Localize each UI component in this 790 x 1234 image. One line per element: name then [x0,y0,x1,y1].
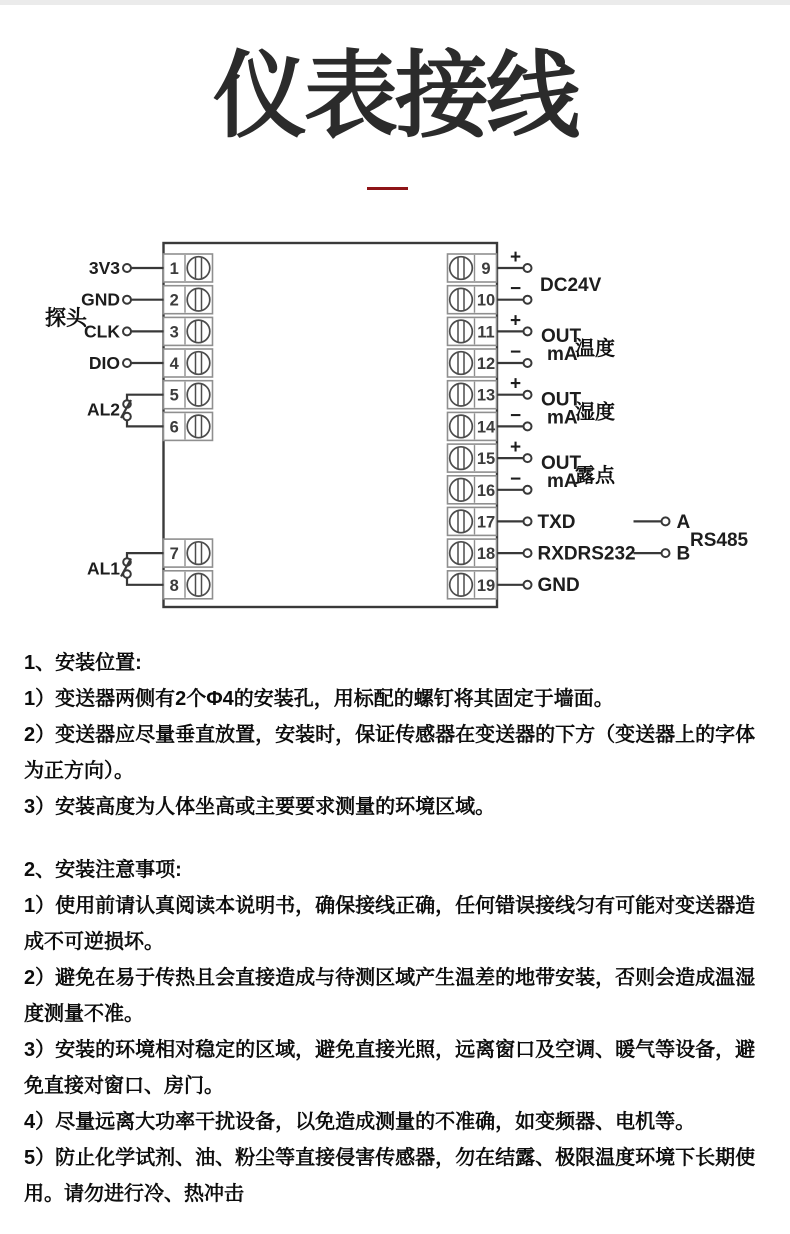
rs485-label: RS485 [690,530,749,551]
svg-text:5: 5 [169,386,179,405]
section-1-item-2: 2）变送器应尽量垂直放置，安装时，保证传感器在变送器的下方（变送器上的字体为正方向）。 [24,724,756,782]
al2-label: AL2 [86,399,120,420]
svg-text:17: 17 [476,513,496,532]
section-2-heading: 2、安装注意事项: [24,859,182,881]
svg-text:12: 12 [476,355,496,373]
rs485-b-label: B [676,543,691,565]
terminal-15 [448,444,497,472]
polarity-signs [510,247,521,490]
pin-wire-gnd [81,290,163,310]
svg-text:mA: mA [547,344,578,366]
svg-text:16: 16 [476,481,496,500]
svg-text:−: − [509,342,522,363]
svg-text:OUT: OUT [541,453,582,474]
svg-text:14: 14 [476,418,496,437]
terminal-19 [448,571,497,599]
svg-text:2: 2 [169,291,179,310]
terminal-5 [164,381,213,409]
terminal-16 [448,476,497,504]
top-divider-bar [0,0,790,5]
instructions-block [24,645,772,1212]
power-label: DC24V [540,275,602,296]
svg-text:11: 11 [477,323,495,342]
pin-wire-dio [89,353,164,373]
svg-text:15: 15 [476,450,496,469]
rs232-label: RS232 [577,543,636,565]
svg-text:温度: 温度 [575,338,615,361]
pin-wire-3v3 [89,258,164,278]
svg-text:18: 18 [476,545,496,564]
output-temperature [541,326,615,365]
svg-text:+: + [509,373,522,395]
probe-group-label: 探头 [45,307,87,330]
svg-text:露点: 露点 [575,465,615,487]
rs485-a-label: A [676,511,691,533]
section-1-item-1: 1）变送器两侧有2个Φ4的安装孔，用标配的螺钉将其固定于墙面。 [24,688,614,710]
title-underline [367,187,408,190]
svg-text:3: 3 [169,323,179,342]
svg-text:+: + [509,437,522,459]
svg-text:mA: mA [547,471,578,492]
section-2-item-2: 2）避免在易于传热且会直接造成与待测区域产生温差的地带安装，否则会造成温湿度测量不准。 [24,967,756,1025]
svg-text:6: 6 [169,418,179,437]
terminal-3 [164,317,213,345]
terminal-2 [164,286,213,314]
svg-text:9: 9 [481,260,491,278]
page-title: 仪表接线 [212,43,577,148]
terminal-6 [164,412,213,440]
section-2-item-5: 5）防止化学试剂、油、粉尘等直接侵害传感器，勿在结露、极限温度环境下长期使用。请勿进行冷、热冲击 [24,1147,756,1205]
rxd-label: RXD [537,543,578,565]
section-2-item-3: 3）安装的环境相对稳定的区域，避免直接光照，远离窗口及空调、暖气等设备，避免直接对窗口、房门。 [24,1039,756,1097]
svg-text:GND: GND [81,289,120,310]
txd-label: TXD [537,511,576,533]
svg-text:DIO: DIO [88,353,120,373]
svg-text:mA: mA [547,407,578,429]
terminal-13 [448,381,497,409]
svg-text:湿度: 湿度 [575,401,615,424]
al1-label: AL1 [86,558,120,579]
svg-text:8: 8 [169,576,179,595]
svg-text:4: 4 [169,355,179,373]
svg-text:7: 7 [169,545,179,564]
al1-contact [87,553,164,585]
svg-text:−: − [509,405,522,427]
terminal-1 [164,254,213,282]
svg-text:OUT: OUT [541,389,582,411]
terminal-7 [164,539,213,567]
svg-text:−: − [509,468,522,490]
section-2-item-4: 4）尽量远离大功率干扰设备，以免造成测量的不准确，如变频器、电机等。 [24,1111,696,1133]
terminal-17 [448,507,497,535]
gnd-label: GND [537,575,580,597]
al2-contact [87,395,164,427]
svg-text:+: + [509,310,522,332]
terminal-18 [448,539,497,567]
output-dewpoint [541,453,616,492]
svg-text:19: 19 [476,576,496,595]
section-1-item-3: 3）安装高度为人体坐高或主要要求测量的环境区域。 [24,796,496,818]
svg-text:1: 1 [169,260,179,278]
pin-wire-clk [84,321,163,341]
section-2-item-1: 1）使用前请认真阅读本说明书，确保接线正确，任何错误接线匀有可能对变送器造成不可逆损坏。 [24,895,756,953]
terminal-10 [448,286,497,314]
svg-text:13: 13 [476,386,496,405]
terminal-14 [448,412,497,440]
terminal-4 [164,349,213,377]
svg-text:3V3: 3V3 [88,258,120,278]
svg-text:10: 10 [476,291,496,310]
terminal-12 [448,349,497,377]
terminal-8 [164,571,213,599]
svg-text:−: − [509,278,522,300]
wiring-diagram [0,236,790,631]
output-humidity [541,390,615,429]
terminal-11 [448,317,497,345]
terminal-9 [448,254,497,282]
rs485-group [634,512,749,565]
svg-text:OUT: OUT [541,326,582,348]
section-1-heading: 1、安装位置: [24,652,142,674]
svg-text:+: + [509,247,522,268]
svg-text:CLK: CLK [84,321,120,342]
